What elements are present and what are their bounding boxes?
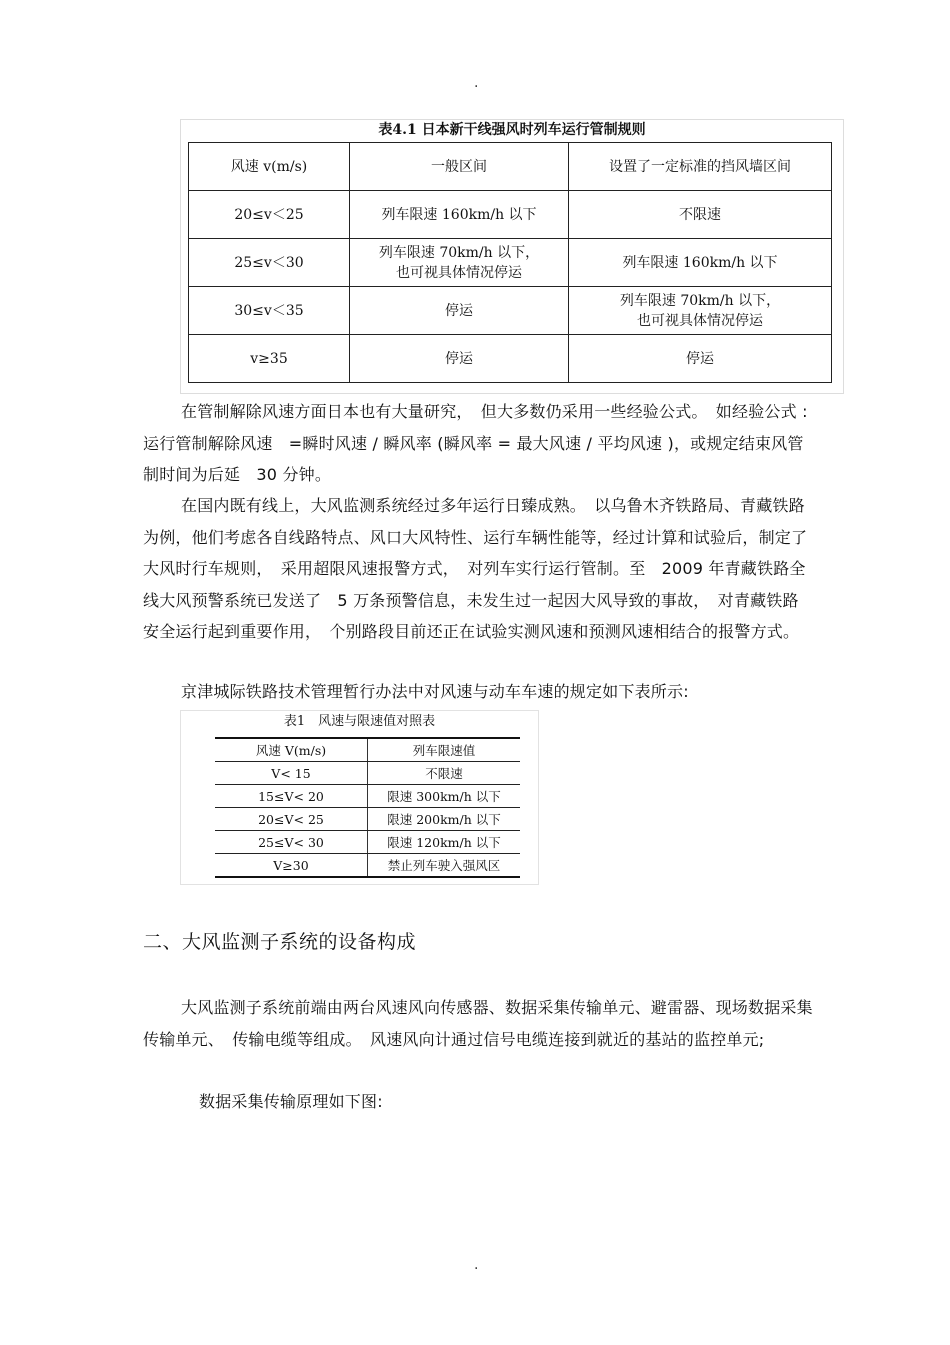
table-header-row xyxy=(189,143,832,191)
table-cell: 限速 200km/h 以下 xyxy=(368,808,521,831)
table-header-cell: 列车限速值 xyxy=(368,738,521,762)
table-cell: 停运 xyxy=(569,335,832,383)
table-header-cell: 设置了一定标准的挡风墙区间 xyxy=(569,143,832,191)
table-header-cell: 风速 V(m/s) xyxy=(215,738,368,762)
table-row xyxy=(215,831,520,854)
table-row xyxy=(215,762,520,785)
table-header-cell: 风速 v(m/s) xyxy=(189,143,350,191)
table-row xyxy=(215,785,520,808)
page-mark-top: . xyxy=(474,75,479,91)
table-header-cell: 一般区间 xyxy=(350,143,569,191)
table-cell: 30≤v＜35 xyxy=(189,287,350,335)
table-row xyxy=(189,191,832,239)
table-cell: 20≤v＜25 xyxy=(189,191,350,239)
table-row xyxy=(215,854,520,878)
table-cell: V< 15 xyxy=(215,762,368,785)
table-cell: 禁止列车驶入强风区 xyxy=(368,854,521,878)
table-caption: 表4.1 日本新干线强风时列车运行管制规则 xyxy=(378,122,646,138)
wind-control-table xyxy=(188,142,832,383)
table-cell: 列车限速 70km/h 以下， 也可视具体情况停运 xyxy=(350,239,569,287)
table-header-row xyxy=(215,738,520,762)
paragraph: 京津城际铁路技术管理暂行办法中对风速与动车车速的规定如下表所示: xyxy=(181,682,689,701)
table-cell: 不限速 xyxy=(569,191,832,239)
paragraph: 在管制解除风速方面日本也有大量研究， 但大多数仍采用一些经验公式。 如经验公式 :运行管制解除风速 =瞬时风速 / 瞬风率 (瞬风率 = 最大风速 / 平均风速 )，或规定结束风管制时间为后延 30 分钟。 xyxy=(143,402,808,484)
table-row xyxy=(189,335,832,383)
page-mark-bottom: . xyxy=(474,1257,479,1273)
table-row xyxy=(189,287,832,335)
paragraph: 数据采集传输原理如下图: xyxy=(199,1092,383,1111)
table-cell: 列车限速 160km/h 以下 xyxy=(569,239,832,287)
table-1-image xyxy=(180,710,539,885)
table-cell: 15≤V< 20 xyxy=(215,785,368,808)
table-cell: 列车限速 160km/h 以下 xyxy=(350,191,569,239)
table-cell: 停运 xyxy=(350,335,569,383)
table-cell: 限速 300km/h 以下 xyxy=(368,785,521,808)
table-cell: 25≤v＜30 xyxy=(189,239,350,287)
section-heading: 二、大风监测子系统的设备构成 xyxy=(143,931,417,953)
table-cell: 限速 120km/h 以下 xyxy=(368,831,521,854)
table-row xyxy=(215,808,520,831)
table-caption: 表1 风速与限速值对照表 xyxy=(283,714,436,729)
table-cell: 停运 xyxy=(350,287,569,335)
table-cell: 列车限速 70km/h 以下， 也可视具体情况停运 xyxy=(569,287,832,335)
table-cell: V≥30 xyxy=(215,854,368,878)
speed-limit-table xyxy=(215,737,520,878)
paragraph: 在国内既有线上，大风监测系统经过多年运行日臻成熟。 以乌鲁木齐铁路局、青藏铁路为例，他们考虑各自线路特点、风口大风特性、运行车辆性能等，经过计算和试验后，制定了大风时行车规则， 采用超限风速报警方式， 对列车实行运行管制。至 2009 年青藏铁路全线大风预警系统已发送了 5 万条预警信息，未发生过一起因大风导致的事故， 对青藏铁路安全运行起到重要作用， 个别路段目前还正在试验实测风速和预测风速相结合的报警方式。 xyxy=(143,496,808,641)
table-cell: 25≤V< 30 xyxy=(215,831,368,854)
paragraph: 大风监测子系统前端由两台风速风向传感器、数据采集传输单元、避雷器、现场数据采集传输单元、 传输电缆等组成。 风速风向计通过信号电缆连接到就近的基站的监控单元; xyxy=(143,998,813,1049)
table-row xyxy=(189,239,832,287)
table-cell: 不限速 xyxy=(368,762,521,785)
table-cell: 20≤V< 25 xyxy=(215,808,368,831)
table-4-1-image xyxy=(180,119,844,394)
table-cell: v≥35 xyxy=(189,335,350,383)
